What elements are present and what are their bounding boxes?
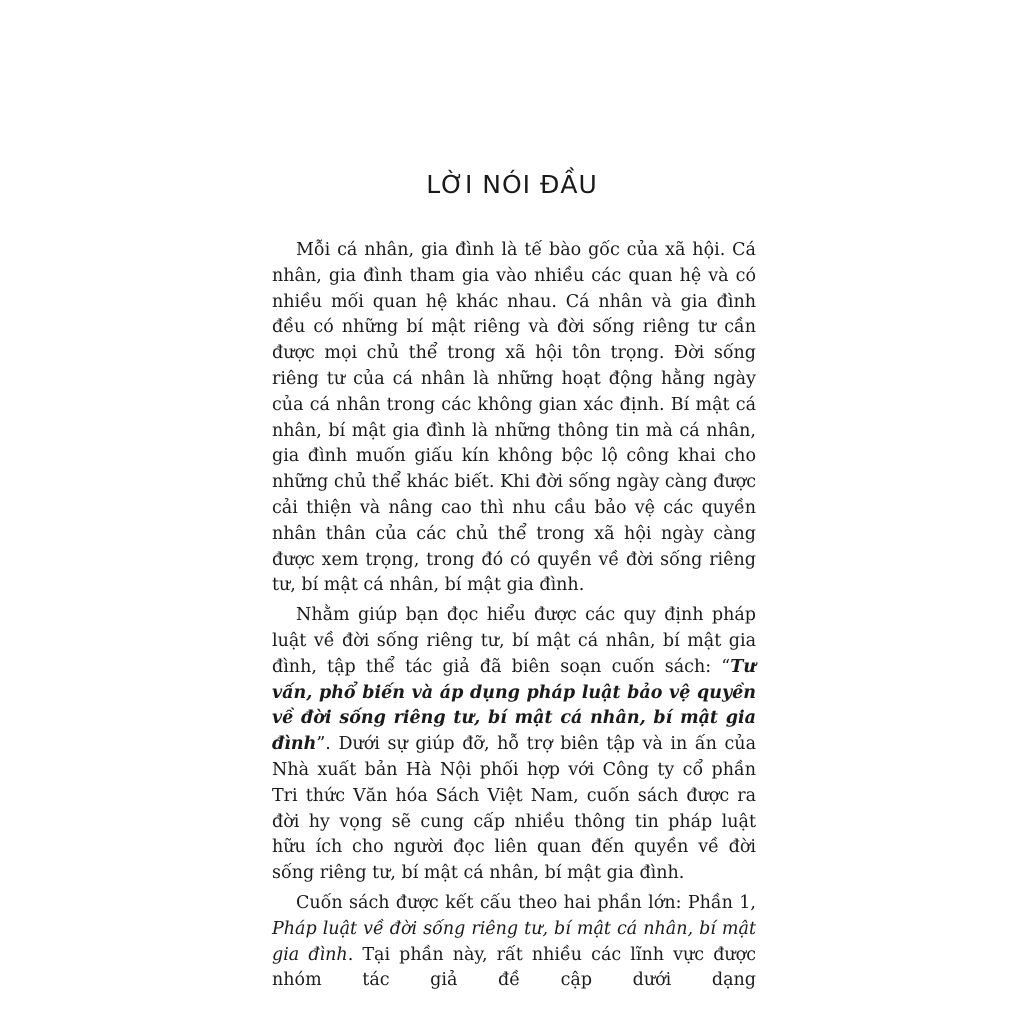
- paragraph-3: [272, 891, 756, 994]
- book-title: Tư vấn, phổ biến và áp dụng pháp luật bảo vệ quyền về đời sống riêng tư, bí mật cá nhân, bí mật gia đình: [272, 656, 756, 755]
- paragraph-2: [272, 603, 756, 887]
- paragraph-3-rest: . Tại phần này, rất nhiều các lĩnh vực được nhóm tác giả đề cập dưới dạng: [272, 944, 757, 991]
- paragraph-2-intro: Nhằm giúp bạn đọc hiểu được các quy định pháp luật về đời sống riêng tư, bí mật cá nhân, bí mật gia đình, tập thể tác giả đã biên soạn cuốn sách: “: [272, 605, 756, 677]
- part-1-title: Pháp luật về đời sống riêng tư, bí mật cá nhân, bí mật gia đình: [272, 918, 756, 965]
- paragraph-1: Mỗi cá nhân, gia đình là tế bào gốc của xã hội. Cá nhân, gia đình tham gia vào nhiều các quan hệ và có nhiều mối quan hệ khác nhau. Cá nhân và gia đình đều có những bí mật riêng và đời sống riêng tư cần được mọi chủ thể trong xã hội tôn trọng. Đời sống riêng tư của cá nhân là những hoạt động hằng ngày của cá nhân trong các không gian xác định. Bí mật cá nhân, bí mật gia đình là những thông tin mà cá nhân, gia đình muốn giấu kín không bộc lộ công khai cho những chủ thể khác biết. Khi đời sống ngày càng được cải thiện và nâng cao thì nhu cầu bảo vệ các quyền nhân thân của các chủ thể trong xã hội ngày càng được xem trọng, trong đó có quyền về đời sống riêng tư, bí mật cá nhân, bí mật gia đình.: [272, 240, 756, 596]
- paragraph-3-intro: Cuốn sách được kết cấu theo hai phần lớn: Phần 1,: [296, 892, 756, 913]
- page-title: LỜI NÓI ĐẦU: [426, 170, 598, 199]
- paragraph-2-rest: ”. Dưới sự giúp đỡ, hỗ trợ biên tập và in ấn của Nhà xuất bản Hà Nội phối hợp với Công ty cổ phần Tri thức Văn hóa Sách Việt Nam, cuốn sách được ra đời hy vọng sẽ cung cấp nhiều thông tin pháp luật hữu ích cho người đọc liên quan đến quyền về đời sống riêng tư, bí mật cá nhân, bí mật gia đình.: [272, 734, 756, 884]
- preface-body: [272, 238, 756, 998]
